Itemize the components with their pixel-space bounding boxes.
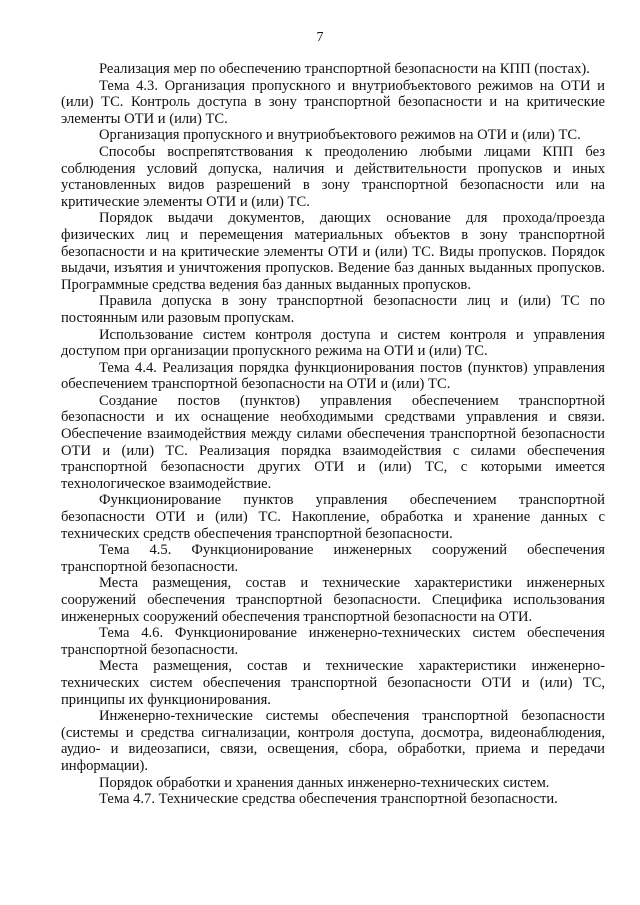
topic-4-6-heading: Тема 4.6. Функционирование инженерно-технических систем обеспечения транспортной безопасности. <box>61 625 605 658</box>
topic-4-5-heading: Тема 4.5. Функционирование инженерных сооружений обеспечения транспортной безопасности. <box>61 542 605 575</box>
paragraph-admission-rules: Правила допуска в зону транспортной безопасности лиц и (или) ТС по постоянным или разовым пропускам. <box>61 293 605 326</box>
topic-4-3-heading: Тема 4.3. Организация пропускного и внутриобъектового режимов на ОТИ и (или) ТС. Контроль доступа в зону транспортной безопасности и на критические элементы ОТИ и (или) ТС. <box>61 77 605 127</box>
document-body <box>61 61 605 808</box>
paragraph-engineering-systems-list: Инженерно-технические системы обеспечения транспортной безопасности (системы и средства сигнализации, контроля доступа, досмотра, видеонаблюдения, аудио- и видеозаписи, связи, освещения, сбора, обработки, приема и передачи информации). <box>61 708 605 774</box>
topic-4-7-heading: Тема 4.7. Технические средства обеспечения транспортной безопасности. <box>99 791 558 808</box>
paragraph-access-control-systems: Использование систем контроля доступа и систем контроля и управления доступом при организации пропускного режима на ОТИ и (или) ТС. <box>61 326 605 360</box>
topic-4-4-heading: Тема 4.4. Реализация порядка функционирования постов (пунктов) управления обеспечением транспортной безопасности на ОТИ и (или) ТС. <box>61 359 605 393</box>
page-number: 7 <box>316 30 324 45</box>
paragraph-control-posts: Создание постов (пунктов) управления обеспечением транспортной безопасности и их оснащение необходимыми средствами управления и связи. Обеспечение взаимодействия между силами обеспечения транспортной безопасности ОТИ и (или) ТС. Реализация порядка взаимодействия с силами обеспечения транспортной безопасности других ОТИ и (или) ТС, с которыми имеется технологическое взаимодействие. <box>61 392 605 492</box>
paragraph-kpp-measures: Реализация мер по обеспечению транспортной безопасности на КПП (постах). <box>99 61 590 77</box>
paragraph-engineering-structures: Места размещения, состав и технические характеристики инженерных сооружений обеспечения транспортной безопасности. Специфика использования инженерных сооружений обеспечения транспортной безопасности на ОТИ. <box>61 575 605 625</box>
paragraph-pass-issuance: Порядок выдачи документов, дающих основание для прохода/проезда физических лиц и перемещения материальных объектов в зону транспортной безопасности и на критические элементы ОТИ и (или) ТС. Виды пропусков. Порядок выдачи, изъятия и уничтожения пропусков. Ведение баз данных выданных пропусков. Программные средства ведения баз данных выданных пропусков. <box>61 210 605 293</box>
paragraph-control-points-operation: Функционирование пунктов управления обеспечением транспортной безопасности ОТИ и (или) ТС. Накопление, обработка и хранение данных с технических средств обеспечения транспортной безопасности. <box>61 492 605 542</box>
paragraph-data-processing: Порядок обработки и хранения данных инженерно-технических систем. <box>99 774 550 791</box>
paragraph-obstruction-methods: Способы воспрепятствования к преодолению любыми лицами КПП без соблюдения условий допуска, наличия и действительности пропусков и иных установленных видов разрешений в зону транспортной безопасности или на критические элементы ОТИ и (или) ТС. <box>61 143 605 210</box>
paragraph-engineering-systems-placement: Места размещения, состав и технические характеристики инженерно-технических систем обеспечения транспортной безопасности ОТИ и (или) ТС, принципы их функционирования. <box>61 658 605 708</box>
paragraph-access-regime: Организация пропускного и внутриобъектового режимов на ОТИ и (или) ТС. <box>99 127 581 144</box>
